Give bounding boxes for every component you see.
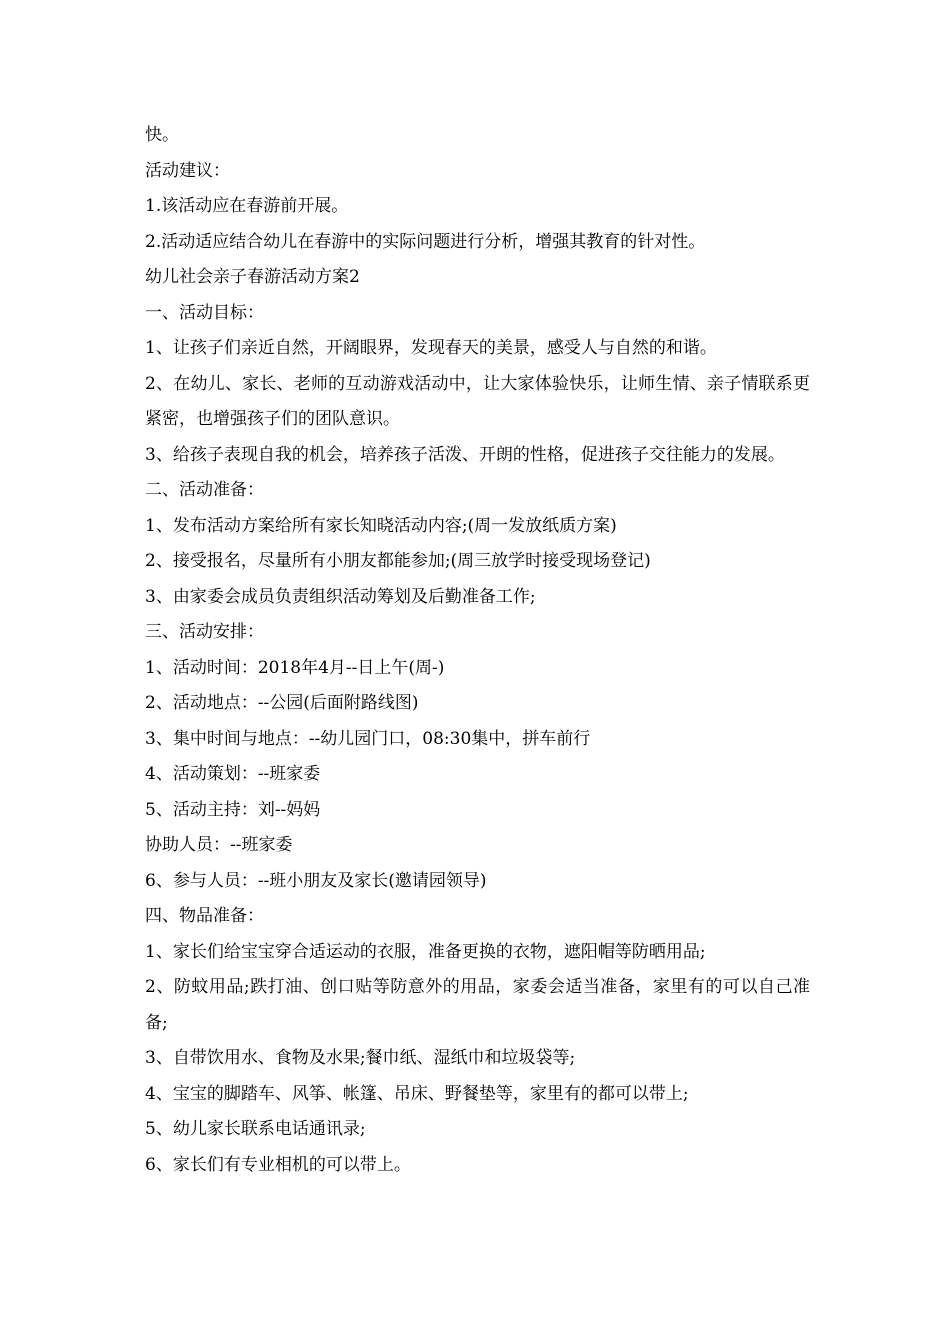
paragraph: 2、活动地点：--公园(后面附路线图) <box>145 693 419 713</box>
paragraph: 5、幼儿家长联系电话通讯录; <box>145 1119 366 1139</box>
paragraph: 4、活动策划：--班家委 <box>145 764 321 784</box>
section-heading: 三、活动安排： <box>145 622 264 642</box>
section-heading: 二、活动准备： <box>145 480 264 500</box>
section-heading: 四、物品准备： <box>145 906 264 926</box>
paragraph: 3、自带饮用水、食物及水果;餐巾纸、湿纸巾和垃圾袋等; <box>145 1048 576 1068</box>
paragraph: 1、家长们给宝宝穿合适运动的衣服，准备更换的衣物，遮阳帽等防晒用品; <box>145 941 706 962</box>
paragraph: 1、让孩子们亲近自然，开阔眼界，发现春天的美景，感受人与自然的和谐。 <box>145 338 717 358</box>
paragraph: 快。 <box>145 125 179 145</box>
paragraph: 4、宝宝的脚踏车、风筝、帐篷、吊床、野餐垫等，家里有的都可以带上; <box>145 1083 689 1104</box>
paragraph: 1、发布活动方案给所有家长知晓活动内容;(周一发放纸质方案) <box>145 515 617 536</box>
paragraph: 3、集中时间与地点：--幼儿园门口，08:30集中，拼车前行 <box>145 728 591 749</box>
paragraph: 6、参与人员：--班小朋友及家长(邀请园领导) <box>145 870 487 891</box>
paragraph: 6、家长们有专业相机的可以带上。 <box>145 1154 411 1175</box>
paragraph: 3、由家委会成员负责组织活动筹划及后勤准备工作; <box>145 586 536 607</box>
paragraph: 活动建议： <box>145 160 230 181</box>
document-body <box>145 118 810 1183</box>
section-title: 幼儿社会亲子春游活动方案2 <box>145 267 360 287</box>
paragraph: 3、给孩子表现自我的机会，培养孩子活泼、开朗的性格，促进孩子交往能力的发展。 <box>145 444 785 465</box>
paragraph: 1、活动时间：2018年4月--日上午(周-) <box>145 657 445 678</box>
paragraph: 1.该活动应在春游前开展。 <box>145 196 349 216</box>
paragraph: 协助人员：--班家委 <box>145 835 293 855</box>
paragraph: 2、在幼儿、家长、老师的互动游戏活动中，让大家体验快乐，让师生情、亲子情联系更紧密，也增强孩子们的团队意识。 <box>145 373 810 429</box>
paragraph: 2、防蚊用品;跌打油、创口贴等防意外的用品，家委会适当准备，家里有的可以自己准备; <box>145 977 810 1033</box>
paragraph: 2、接受报名，尽量所有小朋友都能参加;(周三放学时接受现场登记) <box>145 551 651 571</box>
section-heading: 一、活动目标： <box>145 302 264 323</box>
paragraph: 2.活动适应结合幼儿在春游中的实际问题进行分析，增强其教育的针对性。 <box>145 231 706 252</box>
paragraph: 5、活动主持：刘--妈妈 <box>145 799 321 820</box>
